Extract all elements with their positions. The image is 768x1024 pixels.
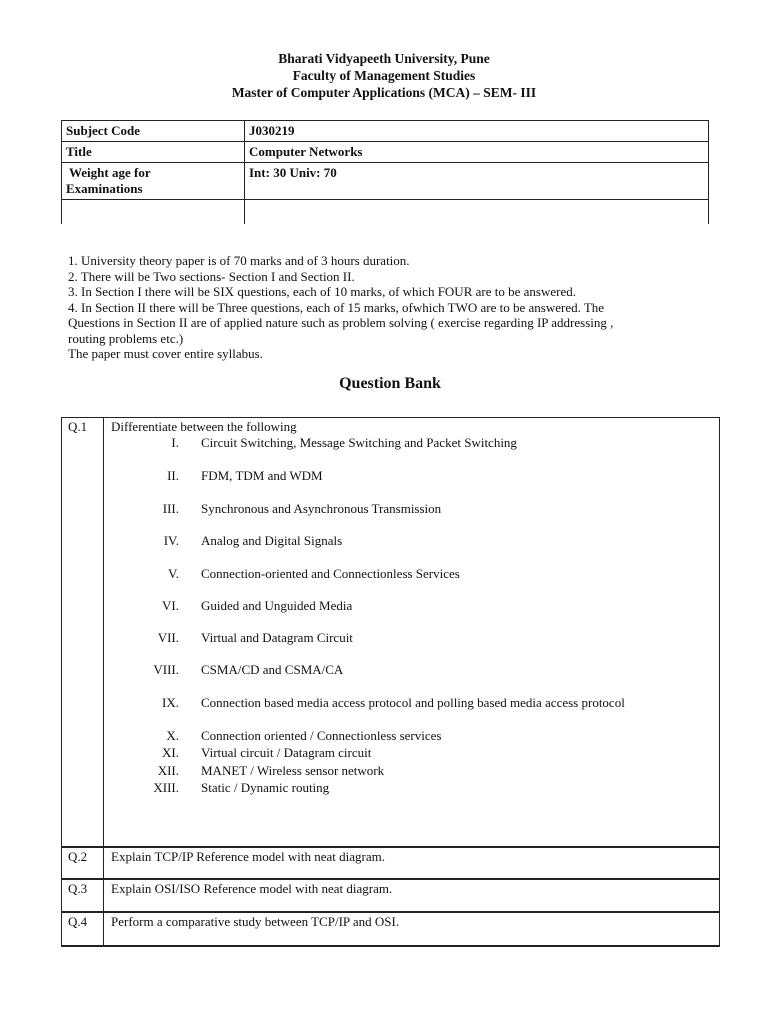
rule-line: Questions in Section II are of applied nature such as problem solving ( exercise regarding IP addressing , <box>68 315 614 330</box>
document-header <box>0 50 768 101</box>
title-value: Computer Networks <box>245 142 709 163</box>
item-number: VI. <box>162 598 179 613</box>
weightage-label-line1: Weight age for <box>69 165 151 180</box>
item-number: IX. <box>162 695 179 710</box>
title-label: Title <box>62 142 245 163</box>
item-text: Circuit Switching, Message Switching and Packet Switching <box>201 435 517 450</box>
item-text: Analog and Digital Signals <box>201 533 343 548</box>
question-text: Explain OSI/ISO Reference model with neat diagram. <box>111 881 393 896</box>
item-text: Virtual circuit / Datagram circuit <box>201 745 372 760</box>
subject-code-row <box>62 121 709 142</box>
item-number: XIII. <box>153 780 179 795</box>
weightage-label-line2: Examinations <box>66 181 143 196</box>
subject-code-value: J030219 <box>245 121 709 142</box>
item-text: Virtual and Datagram Circuit <box>201 630 353 645</box>
question-number: Q.3 <box>62 880 104 911</box>
item-number: XII. <box>157 763 179 778</box>
rule-line: The paper must cover entire syllabus. <box>68 346 263 361</box>
exam-rules <box>68 253 718 362</box>
subject-info-table <box>61 120 709 224</box>
empty-cell <box>62 200 245 225</box>
program-name: Master of Computer Applications (MCA) – SEM- III <box>231 85 537 100</box>
weightage-row <box>62 163 709 200</box>
question-number: Q.1 <box>62 418 104 846</box>
question-text: Explain TCP/IP Reference model with neat diagram. <box>111 849 386 864</box>
subject-code-label: Subject Code <box>62 121 245 142</box>
item-text: FDM, TDM and WDM <box>201 468 323 483</box>
weightage-label <box>62 163 245 200</box>
title-row <box>62 142 709 163</box>
question-number: Q.4 <box>62 913 104 945</box>
question-text: Differentiate between the following <box>111 419 297 434</box>
item-number: I. <box>171 435 179 450</box>
question-table <box>61 417 720 947</box>
question-row <box>61 878 720 911</box>
item-number: VIII. <box>153 662 179 677</box>
item-number: XI. <box>162 745 179 760</box>
item-text: Connection based media access protocol and polling based media access protocol <box>201 695 625 710</box>
item-number: VII. <box>157 630 179 645</box>
rule-line: routing problems etc.) <box>68 330 184 346</box>
question-number: Q.2 <box>62 848 104 878</box>
weightage-value: Int: 30 Univ: 70 <box>245 163 709 200</box>
item-number: V. <box>168 566 179 581</box>
question-bank-title: Question Bank <box>339 375 441 392</box>
question-row <box>61 846 720 878</box>
faculty-name: Faculty of Management Studies <box>292 68 476 83</box>
question-text: Perform a comparative study between TCP/IP and OSI. <box>111 914 400 929</box>
item-number: IV. <box>163 533 179 548</box>
empty-row <box>62 200 709 225</box>
item-text: MANET / Wireless sensor network <box>201 763 385 778</box>
item-text: Connection-oriented and Connectionless Services <box>201 566 460 581</box>
question-row <box>61 911 720 947</box>
item-text: Static / Dynamic routing <box>201 780 330 795</box>
item-text: Guided and Unguided Media <box>201 598 353 613</box>
question-row <box>61 417 720 846</box>
university-name: Bharati Vidyapeeth University, Pune <box>278 51 490 66</box>
item-number: II. <box>167 468 179 483</box>
item-text: CSMA/CD and CSMA/CA <box>201 662 344 677</box>
item-number: X. <box>166 728 179 743</box>
empty-cell <box>245 200 709 225</box>
rule-line: 2. There will be Two sections- Section I and Section II. <box>68 268 355 284</box>
rule-line: 3. In Section I there will be SIX questions, each of 10 marks, of which FOUR are to be answered. <box>68 284 576 299</box>
item-text: Synchronous and Asynchronous Transmission <box>201 501 442 516</box>
rule-line: 4. In Section II there will be Three questions, each of 15 marks, ofwhich TWO are to be answered. The <box>68 299 605 315</box>
item-number: III. <box>162 501 179 516</box>
item-text: Connection oriented / Connectionless services <box>201 728 442 743</box>
rule-line: 1. University theory paper is of 70 marks and of 3 hours duration. <box>68 253 410 268</box>
